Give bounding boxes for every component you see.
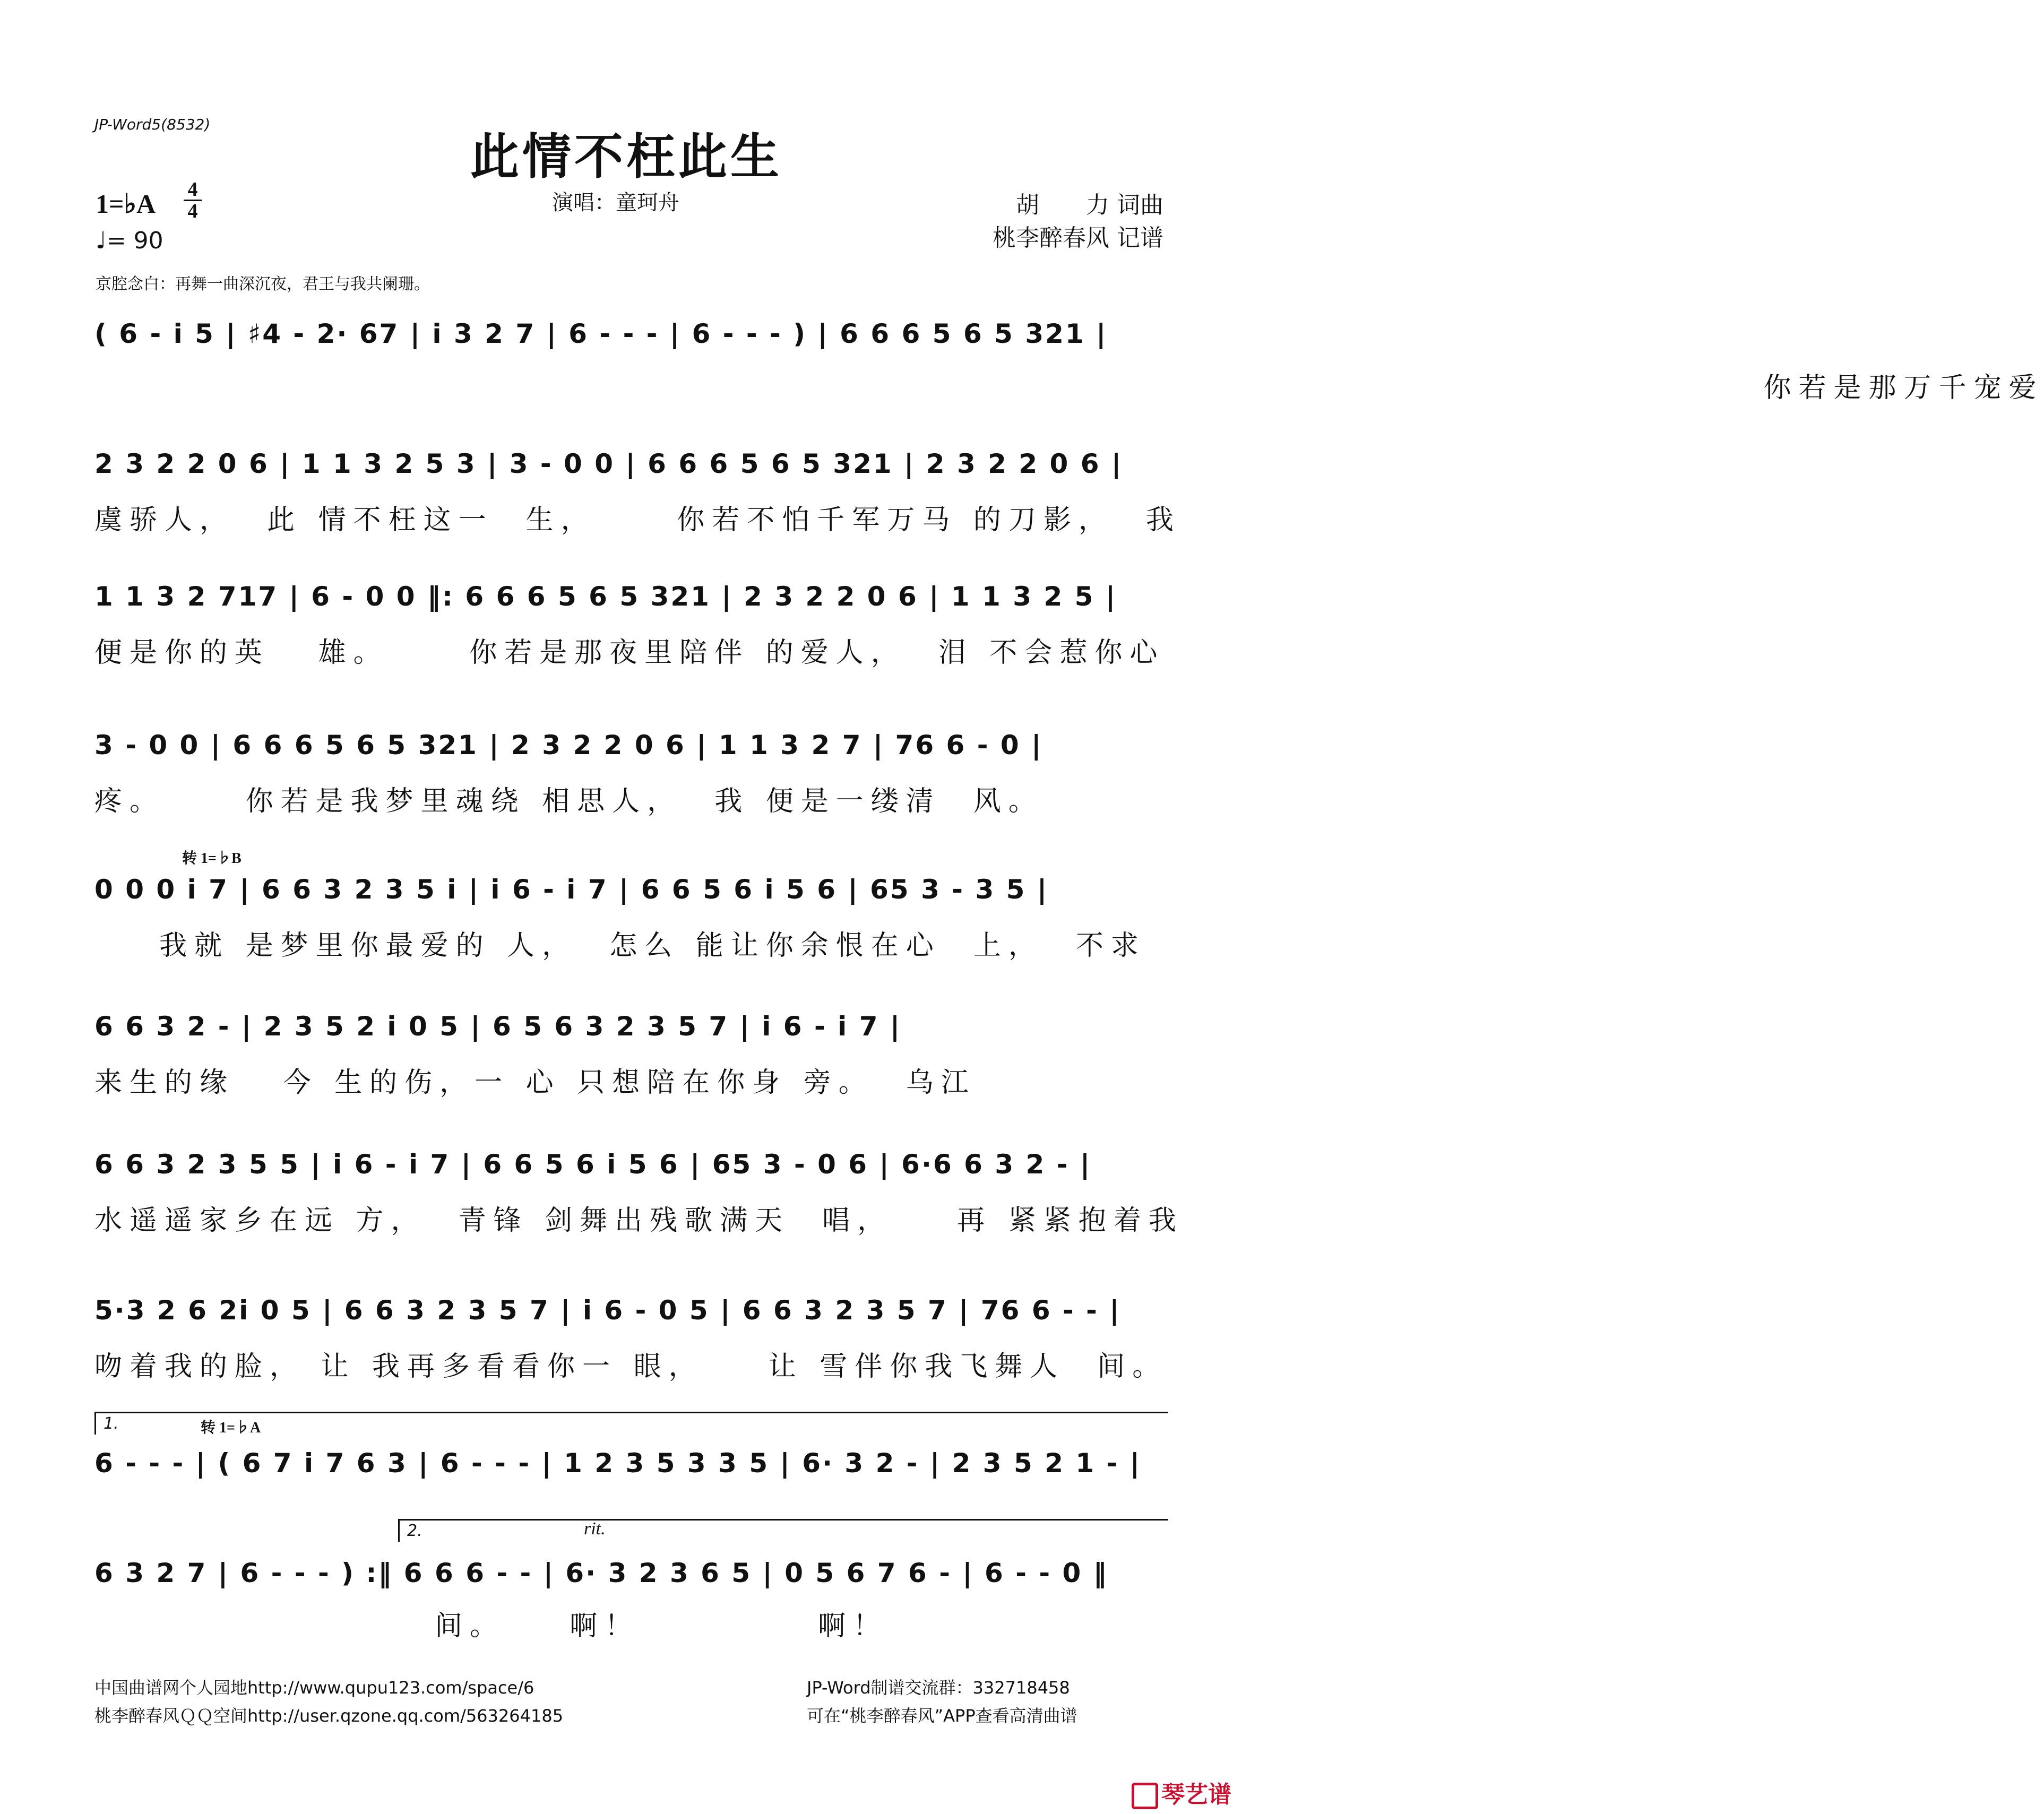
ritardando-marker: rit.: [584, 1519, 606, 1539]
melody-line: 6 6 3 2 3 5 5 | i 6 - i 7 | 6 6 5 6 i 5 6 | 65 3 - 0 6 | 6·6 6 3 2 - |: [94, 1149, 1092, 1180]
intro-note: 京腔念白：再舞一曲深沉夜，君王与我共阑珊。: [96, 275, 430, 293]
lyricist-credit: 胡 力 词曲: [1016, 192, 1163, 219]
logo-icon: [1132, 1783, 1158, 1809]
score-line-6: [94, 1011, 1167, 1100]
tempo-marking: ♩= 90: [96, 227, 163, 254]
singer-credit: 演唱：童珂舟: [552, 191, 679, 215]
time-signature: [184, 179, 202, 221]
score-line-5: [94, 846, 1167, 963]
lyric-line: 便是你的英 雄。 你若是那夜里陪伴 的爱人， 泪 不会惹你心: [94, 637, 1165, 669]
score-line-9: [94, 1416, 1167, 1479]
melody-line: 2 3 2 2 0 6 | 1 1 3 2 5 3 | 3 - 0 0 | 6 6 6 5 6 5 321 | 2 3 2 2 0 6 |: [94, 448, 1123, 479]
lyric-line: 来生的缘 今 生的伤，一 心 只想陪在你身 旁。 乌江: [94, 1067, 976, 1099]
melody-line: ( 6 - i 5 | ♯4 - 2· 67 | i 3 2 7 | 6 - - - | 6 - - - ) | 6 6 6 5 6 5 321 |: [94, 318, 1108, 349]
transcriber-credit: 桃李醉春风 记谱: [993, 224, 1163, 252]
watermark-logo: 琴艺谱: [1132, 1775, 1231, 1809]
footer-app-info: 可在“桃李醉春风”APP查看高清曲谱: [807, 1706, 1077, 1726]
volta-1-label: 1.: [104, 1414, 119, 1433]
software-label: JP-Word5(8532): [94, 116, 211, 133]
lyric-line: 我就 是梦里你最爱的 人， 怎么 能让你余恨在心 上， 不求: [94, 930, 1146, 962]
footer-website-link[interactable]: 中国曲谱网个人园地http://www.qupu123.com/space/6: [94, 1678, 534, 1698]
lyric-line: 疼。 你若是我梦里魂绕 相思人， 我 便是一缕清 风。: [94, 785, 1043, 817]
volta-2-label: 2.: [407, 1522, 422, 1540]
melody-line: 3 - 0 0 | 6 6 6 5 6 5 321 | 2 3 2 2 0 6 | 1 1 3 2 7 | 76 6 - 0 |: [94, 730, 1043, 761]
key-signature: 1=♭A: [96, 189, 156, 219]
score-line-10: [94, 1558, 1167, 1643]
lyric-line: 虞骄人， 此 情不枉这一 生， 你若不怕千军万马 的刀影， 我: [94, 504, 1181, 536]
melody-line: 0 0 0 i 7 | 6 6 3 2 3 5 i | i 6 - i 7 | 6 6 5 6 i 5 6 | 65 3 - 3 5 |: [94, 874, 1049, 905]
song-title: 此情不枉此生: [470, 128, 782, 185]
lyric-line: 间。 啊！ 啊！: [94, 1610, 889, 1642]
melody-line: 1 1 3 2 717 | 6 - 0 0 ‖: 6 6 6 5 6 5 321 | 2 3 2 2 0 6 | 1 1 3 2 5 |: [94, 581, 1117, 612]
volta-2-bracket: [398, 1519, 1168, 1542]
melody-line: 5·3 2 6 2i 0 5 | 6 6 3 2 3 5 7 | i 6 - 0 5 | 6 6 3 2 3 5 7 | 76 6 - - |: [94, 1295, 1121, 1326]
score-line-3: [94, 581, 1167, 670]
score-line-1: [94, 318, 2044, 405]
time-numerator: 4: [187, 178, 198, 201]
lyric-line: 水遥遥家乡在远 方， 青锋 剑舞出残歌满天 唱， 再 紧紧抱着我: [94, 1205, 1184, 1237]
melody-line: 6 3 2 7 | 6 - - - ) :‖ 6 6 6 - - | 6· 3 2 3 6 5 | 0 5 6 7 6 - | 6 - - 0 ‖: [94, 1558, 1108, 1588]
key-change-marker: 转 1=♭B: [182, 850, 242, 867]
time-denominator: 4: [187, 200, 198, 222]
score-line-4: [94, 730, 1167, 818]
footer-group-info: JP-Word制谱交流群：332718458: [807, 1678, 1070, 1698]
melody-line: 6 - - - | ( 6 7 i 7 6 3 | 6 - - - | 1 2 3 5 3 3 5 | 6· 3 2 - | 2 3 5 2 1 - |: [94, 1448, 1142, 1479]
score-line-7: [94, 1149, 1184, 1238]
footer-qzone-link[interactable]: 桃李醉春风ＱＱ空间http://user.qzone.qq.com/563264185: [94, 1706, 564, 1726]
lyric-line: 吻着我的脸， 让 我再多看看你一 眼， 让 雪伴你我飞舞人 间。: [94, 1351, 1168, 1383]
key-change-marker: 转 1=♭A: [201, 1420, 261, 1436]
score-line-2: [94, 448, 1181, 537]
melody-line: 6 6 3 2 - | 2 3 5 2 i 0 5 | 6 5 6 3 2 3 5 7 | i 6 - i 7 |: [94, 1011, 902, 1042]
score-line-8: [94, 1295, 1167, 1384]
lyric-line: 你若是那万千宠爱: [94, 372, 2044, 404]
